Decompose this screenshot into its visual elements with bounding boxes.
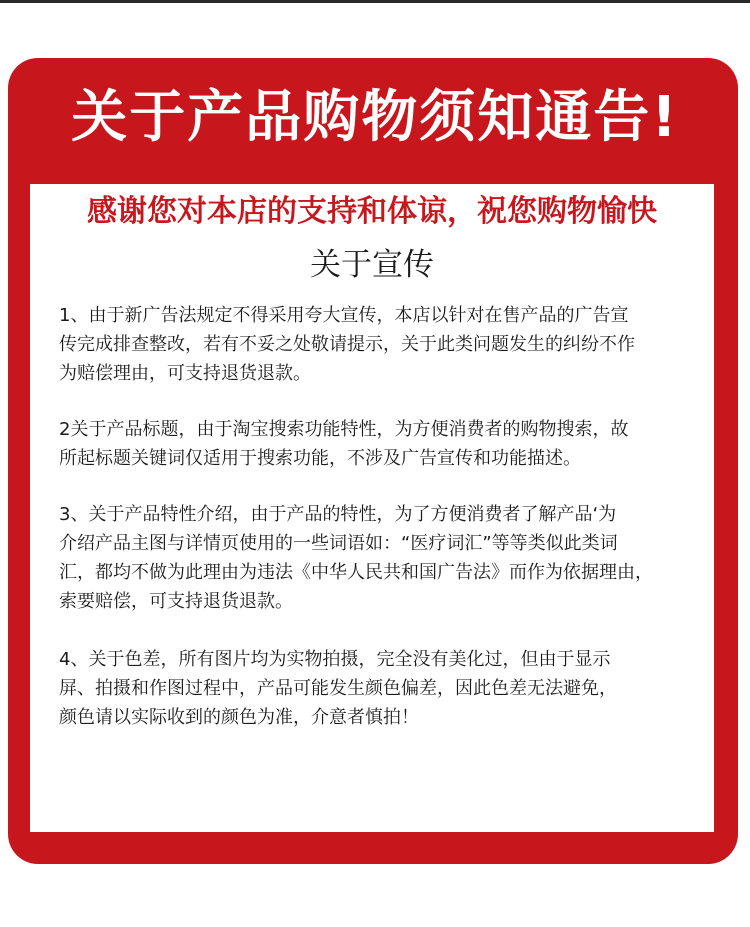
paragraph-line: 3、关于产品特性介绍，由于产品的特性，为了方便消费者了解产品‘为	[59, 504, 617, 525]
paragraph-line: 索要赔偿，可支持退货退款。	[59, 591, 293, 612]
notice-paragraph-4	[59, 645, 699, 732]
top-divider	[0, 0, 750, 3]
paragraph-line: 传完成排查整改，若有不妥之处敬请提示，关于此类问题发生的纠纷不作	[59, 334, 635, 355]
paragraph-line: 介绍产品主图与详情页使用的一些词语如：“医疗词汇”等等类似此类词	[59, 533, 618, 554]
banner-title: 关于产品购物须知通告!	[71, 85, 679, 150]
paragraph-line: 颜色请以实际收到的颜色为准，介意者慎拍！	[59, 707, 419, 728]
paragraph-line: 屏、拍摄和作图过程中，产品可能发生颜色偏差，因此色差无法避免，	[59, 678, 617, 699]
section-heading: 关于宣传	[310, 247, 434, 283]
notice-paragraph-1	[59, 301, 699, 388]
paragraph-line: 2关于产品标题，由于淘宝搜索功能特性，为方便消费者的购物搜索，故	[59, 419, 629, 440]
paragraph-line: 1、由于新广告法规定不得采用夸大宣传，本店以针对在售产品的广告宣	[59, 305, 629, 326]
thank-you-headline: 感谢您对本店的支持和体谅，祝您购物愉快	[87, 194, 657, 229]
notice-paragraph-2	[59, 415, 699, 473]
paragraph-line: 4、关于色差，所有图片均为实物拍摄，完全没有美化过，但由于显示	[59, 649, 611, 670]
paragraph-line: 汇，都均不做为此理由为违法《中华人民共和国广告法》而作为依据理由，	[59, 562, 653, 583]
paragraph-line: 所起标题关键词仅适用于搜索功能，不涉及广告宣传和功能描述。	[59, 448, 581, 469]
paragraph-line: 为赔偿理由，可支持退货退款。	[59, 363, 311, 384]
notice-paragraph-3	[59, 500, 699, 616]
